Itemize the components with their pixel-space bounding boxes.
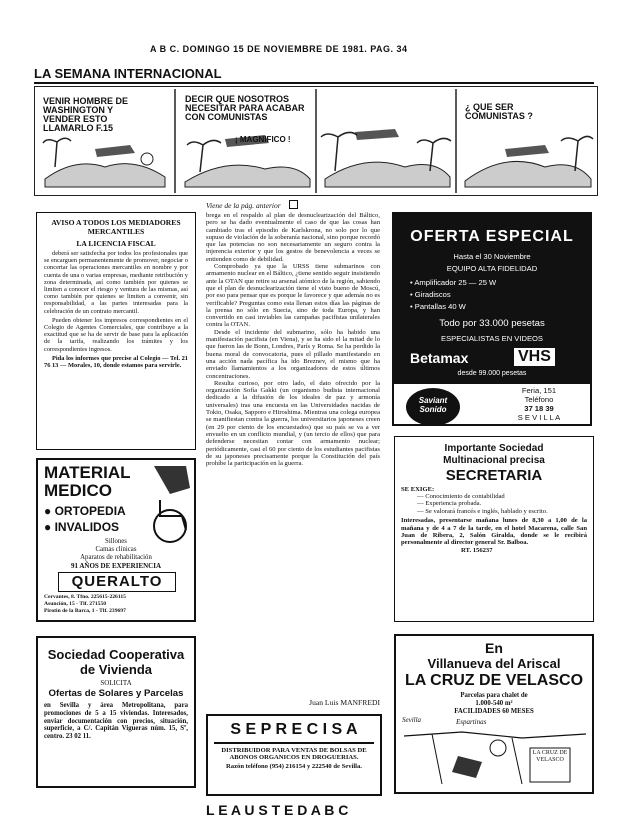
oferta-box xyxy=(392,212,592,426)
secretaria-exige: SE EXIGE: xyxy=(401,486,435,493)
oferta-line-2: EQUIPO ALTA FIDELIDAD xyxy=(446,264,538,273)
material-addr-1: Cervantes, 8. Tfno. 225615-226115 xyxy=(44,594,126,600)
oferta-line-3: • Amplificador 25 — 25 W xyxy=(410,278,497,287)
article-p3: Desde el incidente del submarino, sólo ha habido una manifestación pacifista (en Viena), y se ha sido el la mitad de lo que fueron las de Bonn, Londres, París y Roma. Se ha perdido la buena moral de convocatoria, pues el pillado manifestando en una acción nada pacífica ha ido Breznev, el mismo que ha enviado llamamientos a los organizadores de estos últimos concentraciones. xyxy=(206,328,380,380)
continued-caption xyxy=(206,200,298,210)
secretaria-req-1: — Conocimiento de contabilidad xyxy=(417,493,505,500)
caption-text: Viene de la pág. anterior xyxy=(206,201,281,210)
oferta-video: ESPECIALISTAS EN VIDEOS xyxy=(441,334,543,343)
secretaria-box xyxy=(394,436,594,622)
secretaria-title-3: SECRETARIA xyxy=(445,467,543,484)
villanueva-line-2: 1.000-540 m² xyxy=(475,700,513,707)
material-line-3: Aparatos de rehabilitación xyxy=(80,554,152,561)
precisa-divider xyxy=(214,742,374,744)
section-rule xyxy=(34,82,594,84)
oferta-price: Todo por 33.000 pesetas xyxy=(439,318,545,329)
cartoon-text-1: VENIR HOMBRE DE WASHINGTON Y VENDER ESTO LLAMARLO F.15 xyxy=(43,96,129,133)
lea-usted-abc: L E A U S T E D A B C xyxy=(206,802,349,818)
oferta-addr-1: Feria, 151 xyxy=(521,386,557,395)
saviant-text-1: Saviant xyxy=(418,396,448,405)
oferta-address xyxy=(494,386,584,422)
cooperativa-box xyxy=(36,636,196,788)
material-bullet-2: ● INVALIDOS xyxy=(44,520,120,534)
article-column xyxy=(206,212,380,696)
secretaria-body: Interesadas, presentarse mañana lunes de 8,30 a 1,00 de la mañana y de 4 a 7 de la tarde, en el hotel Macarena, calle San Juan de Ribera, 2, Salón Giralda, donde se le recibirá personalmente al director general Sr. Balboa. xyxy=(401,517,587,547)
coop-title-2: de Vivienda xyxy=(79,662,152,677)
oferta-title: OFERTA ESPECIAL xyxy=(410,228,574,245)
precisa-title: S E P R E C I S A xyxy=(230,721,358,738)
aviso-body-2: Pueden obtener los impresos correspondientes en el Colegio de Agentes Comerciales, que contribuye a la exactitud que se ha de servir de base para la aplicación de la tarifa, realizando los trámites y los correspondientes ingresos. xyxy=(44,316,188,353)
villanueva-espartinas: Espartinas xyxy=(456,718,487,726)
material-line-2: Camas clínicas xyxy=(95,546,137,553)
oferta-line-1: Hasta el 30 Noviembre xyxy=(453,252,531,261)
aviso-subtitle: LA LICENCIA FISCAL xyxy=(76,239,156,248)
section-title: LA SEMANA INTERNACIONAL xyxy=(34,66,222,81)
aviso-title: AVISO A TODOS LOS MEDIADORES MERCANTILES xyxy=(51,218,181,236)
betamax-logo: Betamax xyxy=(410,350,469,366)
villanueva-en: En xyxy=(485,640,503,656)
coop-solicita: SOLICITA xyxy=(100,679,132,687)
coop-body: en Sevilla y área Metropolitana, para promociones de 5 a 15 viviendas. Interesados, enviar documentación con precios, situación, superficie, a C/. Capitán Vigueras núm. 15, Sº, centro. 23 02 11. xyxy=(44,702,188,741)
secretaria-ref: RT. 156237 xyxy=(461,546,493,554)
material-title-2: MEDICO xyxy=(44,481,112,500)
cartoon-text-3: ¡ MAGNIFICO ! xyxy=(235,135,291,144)
oferta-addr-3: 37 18 39 xyxy=(524,404,554,413)
article-p4: Resulta curioso, por otro lado, el dato ofrecido por la organización Sofía Gakki (un organismo budista internacional dedicado a la difusión de los ideales de paz y armonía universales) tras una encuesta en las Universidades nacidas de Tokio, Osaka, Sapporo e Hiroshima. Mientras una colega europea se manifiestan contra la guerra, los universitarios japoneses creen (en 29 por ciento de los encuestados) que su país se va a ver envuelto en un conflicto mundial, y (un tercio de ellos) que para defenderse necesitan contar con armamento nuclear; periódicamente, casi el 60 por ciento de los estudiantes pacifistas de su japoneses precisamente porque la Constitución del país prohíbe la participación en la guerra. xyxy=(206,379,380,468)
aviso-box xyxy=(36,212,196,450)
villanueva-line-1: Parcelas para chalet de xyxy=(460,692,528,699)
precisa-body-1: DISTRIBUIDOR PARA VENTAS DE BOLSAS DE ABONOS ORGANICOS EN DROGUERIAS. xyxy=(221,746,367,762)
oferta-desde: desde 99.000 pesetas xyxy=(457,370,527,377)
vhs-logo: VHS xyxy=(514,348,555,366)
material-line-1: Sillones xyxy=(105,538,127,545)
secretaria-req-3: — Se valorará francés e inglés, hablado y escrito. xyxy=(417,507,548,515)
page-header: A B C. DOMINGO 15 DE NOVIEMBRE DE 1981. PAG. 34 xyxy=(150,44,408,54)
oferta-addr-4: S E V I L L A xyxy=(517,413,561,422)
villanueva-map-label: LA CRUZ DE VELASCO xyxy=(532,750,568,763)
precisa-body-2: Razón teléfono (954) 216154 y 222540 de Sevilla. xyxy=(226,762,362,770)
article-p2: Comprobado ya que la URSS tiene submarinos con armamento nuclear en el Báltico, ¿tiene sentido seguir insistiendo ante la OTAN que retire su arsenal atómico de la región, sabiendo que el plan de desnuclearización tiene el visto bueno de Moscú, por eso para pensar que es porque le favorece y que además no es verificable? Preguntas como esta llenan estos días las páginas de la prensa no sólo en Suecia, sino de toda Europa, y han convertido en casi inviables las campañas pacifistas unilaterales contra la OTAN. xyxy=(206,263,380,329)
villanueva-sevilla: Sevilla xyxy=(402,716,422,724)
material-line-4: 91 AÑOS DE EXPERIENCIA xyxy=(70,562,162,570)
article-signature: Juan Luis MANFREDI xyxy=(309,698,380,707)
cartoon-text-2: DECIR QUE NOSOTROS NECESITAR PARA ACABAR CON COMUNISTAS xyxy=(185,94,305,122)
secretaria-title-2: Multinacional precisa xyxy=(443,455,545,466)
secretaria-req-2: — Experiencia probada. xyxy=(417,500,482,508)
cartoon-text-4: ¿ QUE SER COMUNISTAS ? xyxy=(465,102,533,121)
material-medico-box xyxy=(36,458,196,622)
aviso-body-3: Pida los informes que precise al Colegio — Tel. 21 76 13 — Morales, 10, donde estamos para servirle. xyxy=(44,354,188,370)
material-bullet-1: ● ORTOPEDIA xyxy=(44,504,126,518)
villanueva-title-1: Villanueva del Ariscal xyxy=(427,656,561,671)
square-icon xyxy=(289,200,298,209)
cartoon-strip xyxy=(34,86,598,196)
oferta-line-4: • Giradiscos xyxy=(410,290,451,299)
villanueva-line-3: FACILIDADES 60 MESES xyxy=(454,708,534,715)
material-title-1: MATERIAL xyxy=(44,463,131,482)
coop-title-3: Ofertas de Solares y Parcelas xyxy=(48,688,184,699)
material-addr-3: Pirotin de la Barca, 1 - Tlf. 239697 xyxy=(44,608,126,614)
aviso-body-1: deberá ser satisfecha por todos los profesionales que se encarguen permanentemente de promover, negociar o concertar las operaciones mercantiles en nombre y por cuenta de una o varias empresas, mediante retribución y zona determinada, así como también por quienes se limiten a conocer el riesgo y ventura de las mismas, así como también por quienes se limiten a convenir, sin responsabilidad, a las partes interesadas para la celebración de un contrato mercantil. xyxy=(44,250,188,315)
oferta-addr-2: Teléfono xyxy=(524,395,554,404)
queralto-logo: QUERALTO xyxy=(58,572,176,592)
secretaria-title-1: Importante Sociedad xyxy=(444,443,544,454)
se-precisa-box xyxy=(206,714,382,796)
villanueva-box xyxy=(394,634,594,794)
article-p1: brega en el respaldo al plan de desnuclearización del Báltico, pero se ha dado eventualmente el caso de que las cosas han cambiado tras el episodio de Karlskrona, no solo por lo que supuso de violación de la soberanía nacional, sino porque recordó que las potencias no son necesariamente un seguro contra la injerencia exterior y que los gestos de benevolencia a veces se entienden como de debilidad. xyxy=(206,212,380,263)
villanueva-title-2: LA CRUZ DE VELASCO xyxy=(404,672,584,689)
oferta-line-5: • Pantallas 40 W xyxy=(410,302,466,311)
coop-title-1: Sociedad Cooperativa xyxy=(47,647,185,662)
material-addr-2: Asunción, 15 - Tlf. 271550 xyxy=(44,601,107,607)
saviant-logo xyxy=(406,388,460,426)
saviant-text-2: Sonido xyxy=(419,405,447,414)
wheelchair-icon xyxy=(146,464,194,548)
